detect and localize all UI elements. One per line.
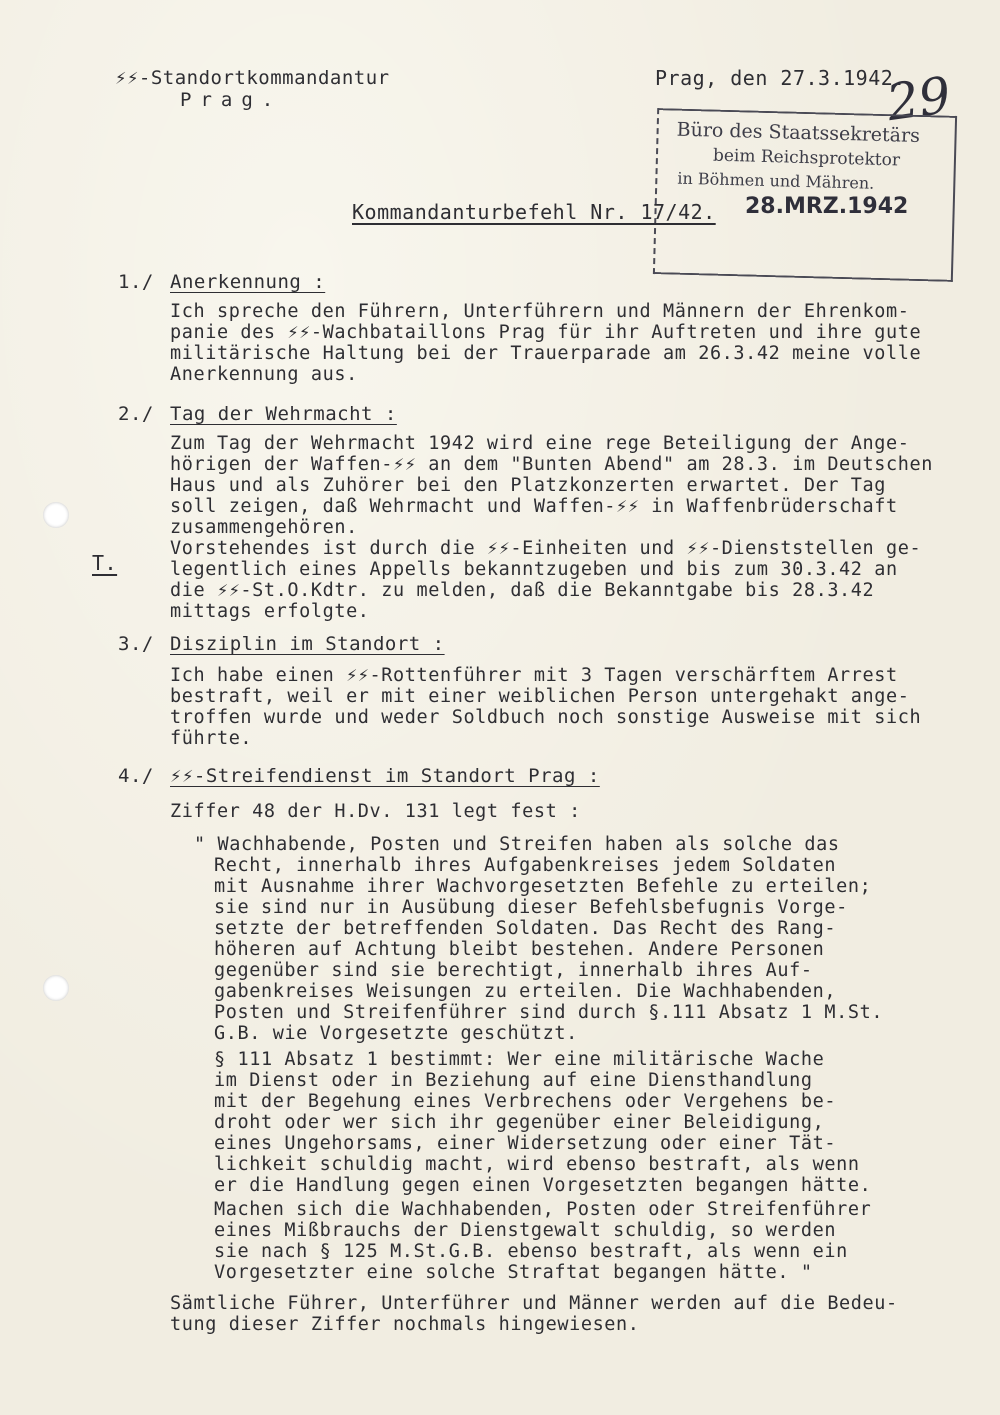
paragraph-125-line: Machen sich die Wachhabenden, Posten oder Streifenführer	[214, 1199, 872, 1220]
section-1-line: Anerkennung aus.	[170, 364, 358, 385]
section-2-line: soll zeigen, daß Wehrmacht und Waffen-⚡⚡ in Waffenbrüderschaft	[170, 496, 898, 517]
quote-line: sie sind nur in Ausübung dieser Befehlsbefugnis Vorge-	[214, 897, 848, 918]
quote-line: gabenkreises Weisungen zu erteilen. Die Wachhabenden,	[214, 981, 837, 1002]
section-2-line: mittags erfolgte.	[170, 601, 370, 622]
section-1-line: panie des ⚡⚡-Wachbataillons Prag für ihr Auftreten und ihre gute	[170, 322, 922, 343]
quote-line: Recht, innerhalb ihres Aufgabenkreises jedem Soldaten	[214, 855, 837, 876]
quote-line: setzte der betreffenden Soldaten. Das Recht des Rang-	[214, 918, 837, 939]
stamp-line-2: beim Reichsprotektor	[712, 145, 901, 171]
closing-line: tung dieser Ziffer nochmals hingewiesen.	[170, 1314, 640, 1335]
section-1-line: militärische Haltung bei der Trauerparade am 26.3.42 meine volle	[170, 343, 922, 364]
section-3-line: Ich habe einen ⚡⚡-Rottenführer mit 3 Tagen verschärftem Arrest	[170, 665, 898, 686]
section-4-intro: Ziffer 48 der H.Dv. 131 legt fest :	[170, 801, 581, 822]
section-2-line: legentlich eines Appells bekanntzugeben und bis zum 30.3.42 an	[170, 559, 898, 580]
paragraph-111-line: droht oder wer sich ihr gegenüber einer Beleidigung,	[214, 1112, 825, 1133]
quote-line: höheren auf Achtung bleibt bestehen. Andere Personen	[214, 939, 825, 960]
quote-line: Posten und Streifenführer sind durch §.111 Absatz 1 M.St.	[214, 1002, 884, 1023]
section-1-heading: Anerkennung :	[170, 271, 326, 293]
paragraph-111-line: lichkeit schuldig macht, wird ebenso bestraft, als wenn	[214, 1154, 860, 1175]
paragraph-125-line: eines Mißbrauchs der Dienstgewalt schuldig, so werden	[214, 1220, 837, 1241]
paragraph-111-line: eines Ungehorsams, einer Widersetzung oder einer Tät-	[214, 1133, 837, 1154]
office-name: ⚡⚡-Standortkommandantur	[115, 67, 390, 89]
paragraph-111-line: er die Handlung gegen einen Vorgesetzten begangen hätte.	[214, 1175, 872, 1196]
paragraph-111-line: im Dienst oder in Beziehung auf eine Diensthandlung	[214, 1070, 813, 1091]
section-3-line: führte.	[170, 728, 253, 749]
quote-line: " Wachhabende, Posten und Streifen haben als solche das	[194, 834, 840, 855]
section-4-number: 4./	[118, 765, 154, 787]
section-3-heading: Disziplin im Standort :	[170, 633, 445, 655]
handwritten-folio-number: 29	[883, 65, 955, 133]
section-4-heading: ⚡⚡-Streifendienst im Standort Prag :	[170, 765, 600, 787]
section-2-line: Zum Tag der Wehrmacht 1942 wird eine rege Beteiligung der Ange-	[170, 433, 910, 454]
section-1-number: 1./	[118, 271, 154, 293]
section-2-line: hörigen der Waffen-⚡⚡ an dem "Bunten Abend" am 28.3. im Deutschen	[170, 454, 933, 475]
quote-line: gegenüber sind sie berechtigt, innerhalb ihres Auf-	[214, 960, 813, 981]
section-2-number: 2./	[118, 403, 154, 425]
paragraph-111-line: § 111 Absatz 1 bestimmt: Wer eine militärische Wache	[214, 1049, 825, 1070]
paragraph-111-line: mit der Begehung eines Verbrechens oder Vergehens be-	[214, 1091, 837, 1112]
section-3-line: troffen wurde und weder Soldbuch noch sonstige Ausweise mit sich	[170, 707, 922, 728]
section-2-line: Haus und als Zuhörer bei den Platzkonzerten erwartet. Der Tag	[170, 475, 887, 496]
stamp-line-3: in Böhmen und Mähren.	[677, 168, 875, 193]
stamp-line-1: Büro des Staatssekretärs	[676, 118, 921, 147]
paragraph-125-line: sie nach § 125 M.St.G.B. ebenso bestraft, als wenn ein	[214, 1241, 848, 1262]
quote-line: mit Ausnahme ihrer Wachvorgesetzten Befehle zu erteilen;	[214, 876, 872, 897]
quote-line: G.B. wie Vorgesetzte geschützt.	[214, 1023, 578, 1044]
document-date: Prag, den 27.3.1942.	[655, 66, 906, 90]
closing-line: Sämtliche Führer, Unterführer und Männer werden auf die Bedeu-	[170, 1293, 898, 1314]
punch-hole-bottom	[43, 975, 69, 1001]
section-3-line: bestraft, weil er mit einer weiblichen Person untergehakt ange-	[170, 686, 910, 707]
section-1-line: Ich spreche den Führern, Unterführern und Männern der Ehrenkom-	[170, 301, 910, 322]
section-2-heading: Tag der Wehrmacht :	[170, 403, 397, 425]
section-3-number: 3./	[118, 633, 154, 655]
section-2-line: zusammengehören.	[170, 517, 358, 538]
section-2-line: die ⚡⚡-St.O.Kdtr. zu melden, daß die Bekanntgabe bis 28.3.42	[170, 580, 875, 601]
margin-mark: T.	[92, 551, 118, 575]
received-date-stamp: 28.MRZ.1942	[745, 194, 909, 219]
section-2-line: Vorstehendes ist durch die ⚡⚡-Einheiten und ⚡⚡-Dienststellen ge-	[170, 538, 922, 559]
document-title: Kommandanturbefehl Nr. 17/42.	[352, 200, 716, 224]
paragraph-125-line: Vorgesetzter eine solche Straftat begangen hätte. "	[214, 1262, 813, 1283]
office-city: Prag.	[180, 89, 283, 111]
punch-hole-top	[43, 502, 69, 528]
